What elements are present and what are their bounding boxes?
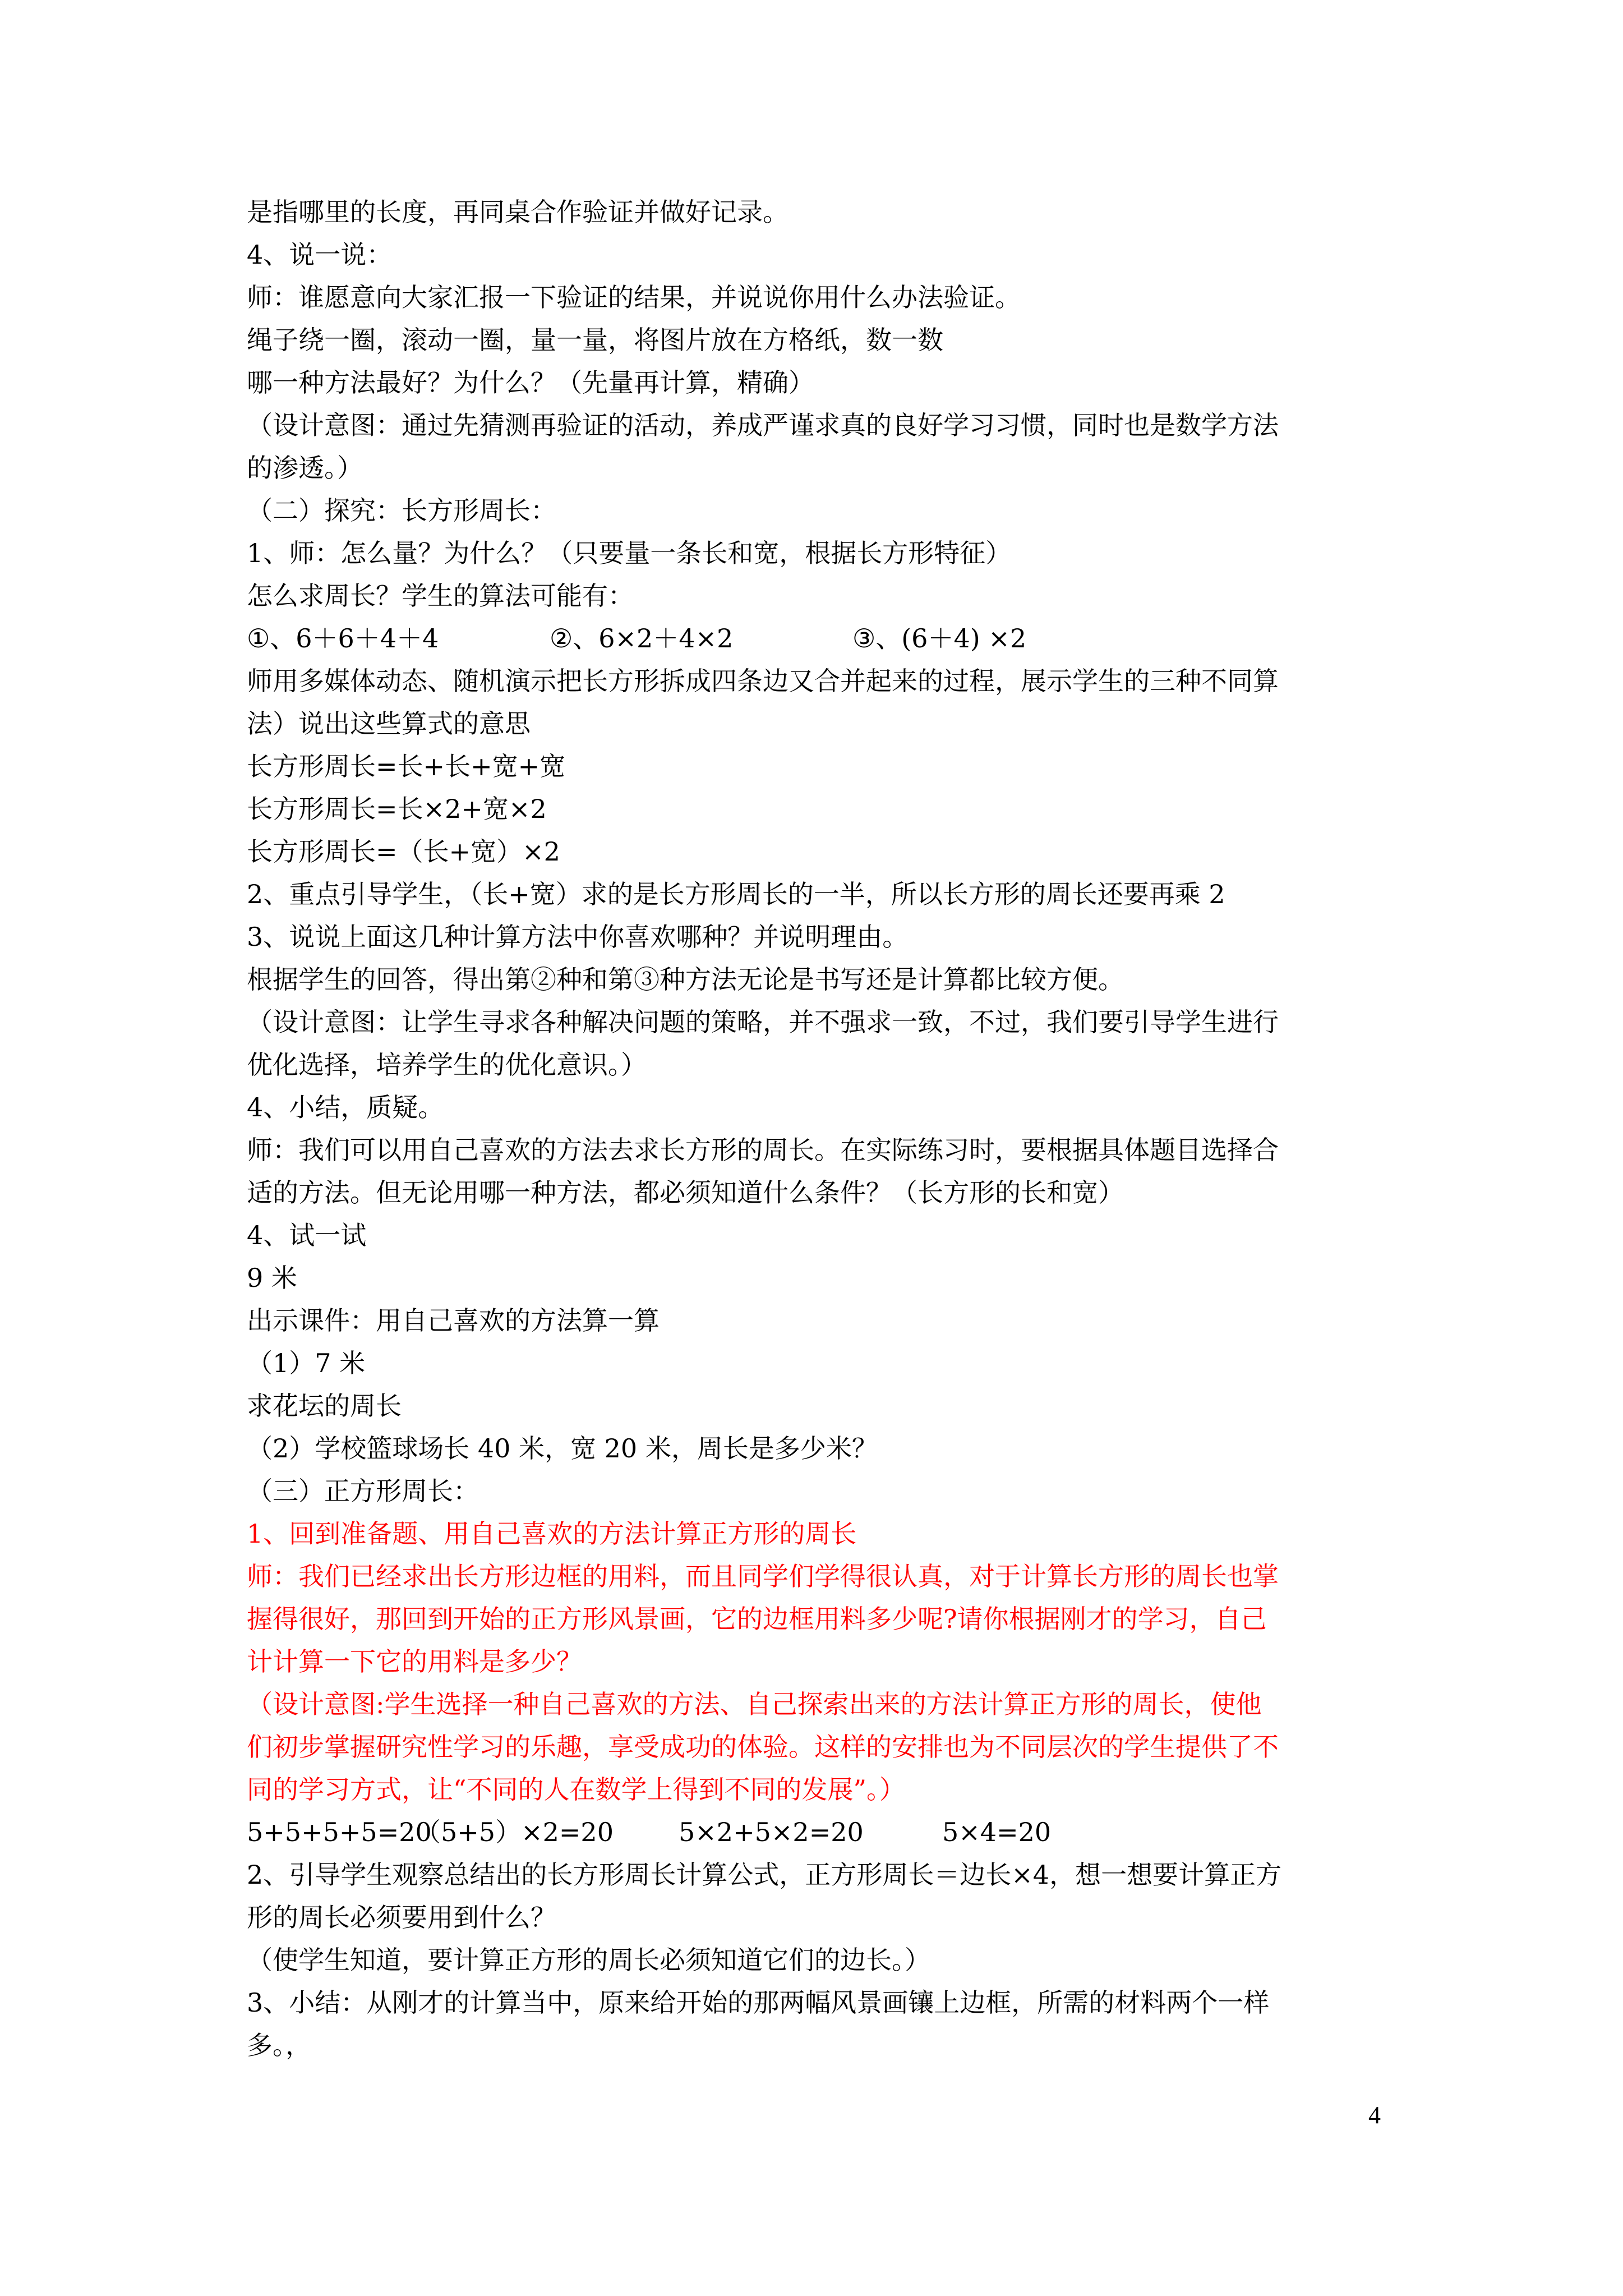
method-2: ②、6×2＋4×2 bbox=[550, 623, 734, 654]
text-line: 4、小结，质疑。 bbox=[247, 1092, 444, 1122]
text-line: 3、说说上面这几种计算方法中你喜欢哪种？并说明理由。 bbox=[247, 922, 909, 952]
text-line: 2、重点引导学生，（长+宽）求的是长方形周长的一半，所以长方形的周长还要再乘 2 bbox=[247, 879, 1225, 909]
text-line: 是指哪里的长度，再同桌合作验证并做好记录。 bbox=[247, 197, 789, 227]
highlighted-line: 握得很好，那回到开始的正方形风景画，它的边框用料多少呢?请你根据刚才的学习，自己 bbox=[247, 1604, 1267, 1634]
text-line: 4、说一说： bbox=[247, 240, 393, 270]
section-heading: （三）正方形周长： bbox=[247, 1476, 479, 1506]
text-line: （设计意图：通过先猜测再验证的活动，养成严谨求真的良好学习习惯，同时也是数学方法 bbox=[247, 410, 1279, 440]
highlighted-line: 们初步掌握研究性学习的乐趣，享受成功的体验。这样的安排也为不同层次的学生提供了不 bbox=[247, 1732, 1279, 1762]
text-line: 怎么求周长？学生的算法可能有： bbox=[247, 581, 634, 611]
text-line: 2、引导学生观察总结出的长方形周长计算公式，正方形周长＝边长×4，想一想要计算正方 bbox=[247, 1860, 1282, 1890]
text-line: 师用多媒体动态、随机演示把长方形拆成四条边又合并起来的过程，展示学生的三种不同算 bbox=[247, 666, 1279, 696]
method-3: ③、(6＋4) ×2 bbox=[852, 623, 1027, 654]
highlighted-line: 同的学习方式，让“不同的人在数学上得到不同的发展”。） bbox=[247, 1774, 906, 1805]
page-number: 4 bbox=[1368, 2101, 1381, 2129]
methods-row bbox=[247, 617, 1391, 660]
text-line: 适的方法。但无论用哪一种方法，都必须知道什么条件？（长方形的长和宽） bbox=[247, 1177, 1124, 1208]
square-perimeter-row bbox=[247, 1811, 1391, 1853]
text-line: 优化选择，培养学生的优化意识。） bbox=[247, 1050, 647, 1080]
text-line: 哪一种方法最好？为什么？（先量再计算，精确） bbox=[247, 367, 814, 398]
formula-line: 长方形周长=长×2+宽×2 bbox=[247, 794, 547, 824]
section-heading: （二）探究：长方形周长： bbox=[247, 495, 556, 526]
text-line: 的渗透。） bbox=[247, 453, 363, 483]
text-line: （使学生知道，要计算正方形的周长必须知道它们的边长。） bbox=[247, 1945, 930, 1975]
text-line: 根据学生的回答，得出第②种和第③种方法无论是书写还是计算都比较方便。 bbox=[247, 964, 1124, 995]
formula-line: 长方形周长=长+长+宽+宽 bbox=[247, 751, 566, 781]
text-line: 法）说出这些算式的意思 bbox=[247, 708, 531, 739]
text-line: 出示课件：用自己喜欢的方法算一算 bbox=[247, 1305, 660, 1336]
text-line: （设计意图：让学生寻求各种解决问题的策略，并不强求一致，不过，我们要引导学生进行 bbox=[247, 1007, 1279, 1037]
highlighted-line: 计计算一下它的用料是多少？ bbox=[247, 1646, 582, 1677]
highlighted-line: 1、回到准备题、用自己喜欢的方法计算正方形的周长 bbox=[247, 1519, 857, 1549]
text-line: 9 米 bbox=[247, 1263, 297, 1293]
text-line: 形的周长必须要用到什么？ bbox=[247, 1902, 556, 1932]
square-formula-2: （5+5）×2=20 bbox=[415, 1817, 614, 1847]
square-formula-4: 5×4=20 bbox=[942, 1817, 1052, 1847]
text-line: 师：我们可以用自己喜欢的方法去求长方形的周长。在实际练习时，要根据具体题目选择合 bbox=[247, 1135, 1279, 1165]
formula-line: 长方形周长=（长+宽）×2 bbox=[247, 836, 560, 867]
highlighted-line: 师：我们已经求出长方形边框的用料，而且同学们学得很认真，对于计算长方形的周长也掌 bbox=[247, 1561, 1279, 1591]
highlighted-line: （设计意图:学生选择一种自己喜欢的方法、自己探索出来的方法计算正方形的周长，使他 bbox=[247, 1689, 1262, 1719]
text-line: 4、试一试 bbox=[247, 1220, 367, 1250]
text-line: 3、小结：从刚才的计算当中，原来给开始的那两幅风景画镶上边框，所需的材料两个一样 bbox=[247, 1987, 1270, 2018]
text-line: （2）学校篮球场长 40 米，宽 20 米，周长是多少米？ bbox=[247, 1433, 878, 1464]
lesson-plan-body bbox=[247, 191, 1391, 2067]
text-line: 多。， bbox=[247, 2030, 311, 2060]
square-formula-3: 5×2+5×2=20 bbox=[679, 1817, 864, 1847]
text-line: 求花坛的周长 bbox=[247, 1391, 402, 1421]
text-line: 绳子绕一圈，滚动一圈，量一量，将图片放在方格纸，数一数 bbox=[247, 325, 943, 355]
square-formula-1: 5+5+5+5=20 bbox=[247, 1817, 432, 1847]
text-line: （1）7 米 bbox=[247, 1348, 366, 1378]
text-line: 师：谁愿意向大家汇报一下验证的结果，并说说你用什么办法验证。 bbox=[247, 282, 1021, 312]
text-line: 1、师：怎么量？为什么？（只要量一条长和宽，根据长方形特征） bbox=[247, 538, 1012, 568]
method-1: ①、6＋6＋4＋4 bbox=[247, 623, 439, 654]
